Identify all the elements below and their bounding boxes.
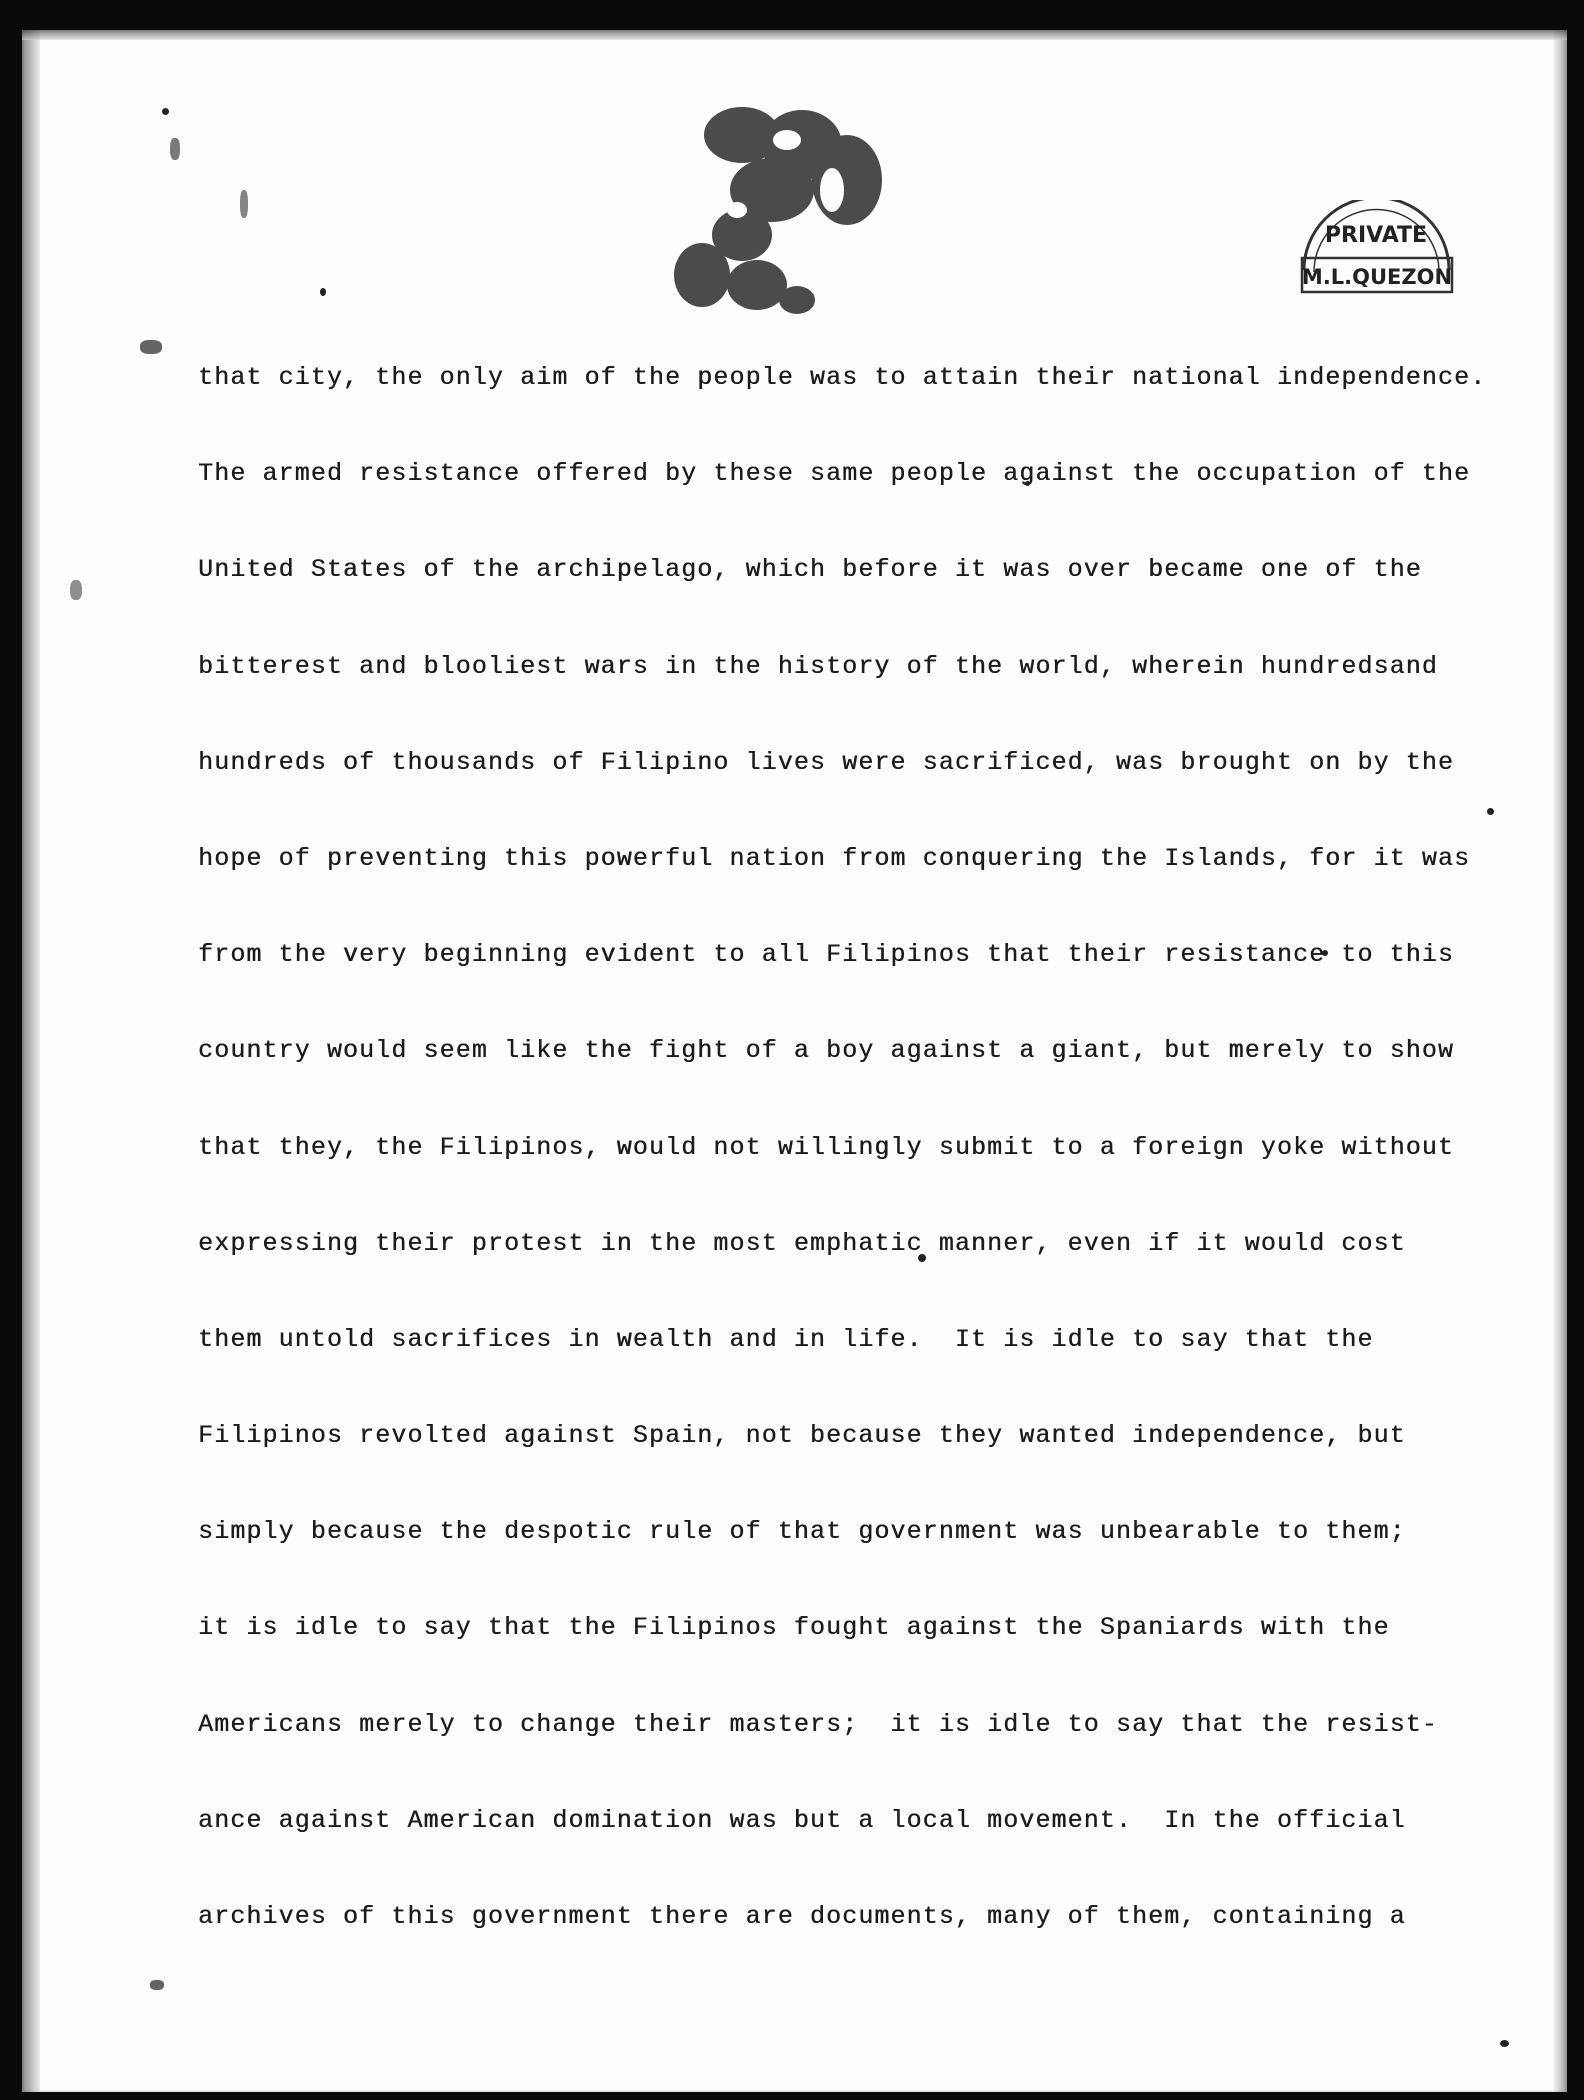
text-line: that they, the Filipinos, would not willingly submit to a foreign yoke without: [198, 1132, 1454, 1162]
text-line: that city, the only aim of the people was to attain their national independence.: [198, 363, 1487, 392]
ink-speck: [1500, 2040, 1509, 2047]
ink-speck: [320, 288, 326, 296]
text-line: archives of this government there are documents, many of them, containing a: [198, 1902, 1406, 1931]
text-line: The armed resistance offered by these same people against the occupation of the: [198, 459, 1471, 489]
text-line: simply because the despotic rule of that government was unbearable to them;: [198, 1517, 1406, 1547]
stamp-top-text: PRIVATE: [1324, 223, 1428, 248]
text-line: expressing their protest in the most emphatic manner, even if it would cost: [198, 1228, 1406, 1258]
text-line: them untold sacrifices in wealth and in life. It is idle to say that the: [198, 1324, 1374, 1354]
ink-speck: [150, 1980, 164, 1990]
text-line: United States of the archipelago, which before it was over became one of the: [198, 555, 1422, 585]
text-line: from the very beginning evident to all Filipinos that their resistance to this: [198, 940, 1454, 970]
ink-speck: [162, 108, 169, 115]
stamp-bottom-text: M.L.QUEZON: [1301, 265, 1453, 289]
scan-edge-left: [22, 30, 40, 2092]
text-line: ance against American domination was but a local movement. In the official: [198, 1805, 1406, 1835]
private-stamp: [1284, 200, 1469, 310]
text-line: hundreds of thousands of Filipino lives were sacrificed, was brought on by the: [198, 747, 1454, 777]
text-line: Filipinos revolted against Spain, not because they wanted independence, but: [198, 1421, 1406, 1451]
text-line: country would seem like the fight of a boy against a giant, but merely to show: [198, 1036, 1454, 1066]
text-line: Americans merely to change their masters; it is idle to say that the resist-: [198, 1709, 1438, 1739]
ink-speck: [70, 580, 82, 600]
ink-blot: [622, 60, 902, 340]
scan-edge-right: [1553, 30, 1567, 2092]
typed-text-body: [198, 330, 1508, 1965]
text-line: it is idle to say that the Filipinos fought against the Spaniards with the: [198, 1613, 1390, 1643]
document-page: [22, 30, 1567, 2092]
ink-speck: [170, 138, 180, 160]
text-line: bitterest and blooliest wars in the history of the world, wherein hundredsand: [198, 651, 1438, 681]
text-line: hope of preventing this powerful nation from conquering the Islands, for it was: [198, 843, 1471, 873]
scan-edge-top: [22, 30, 1567, 40]
ink-speck: [140, 340, 162, 354]
ink-speck: [240, 190, 248, 218]
